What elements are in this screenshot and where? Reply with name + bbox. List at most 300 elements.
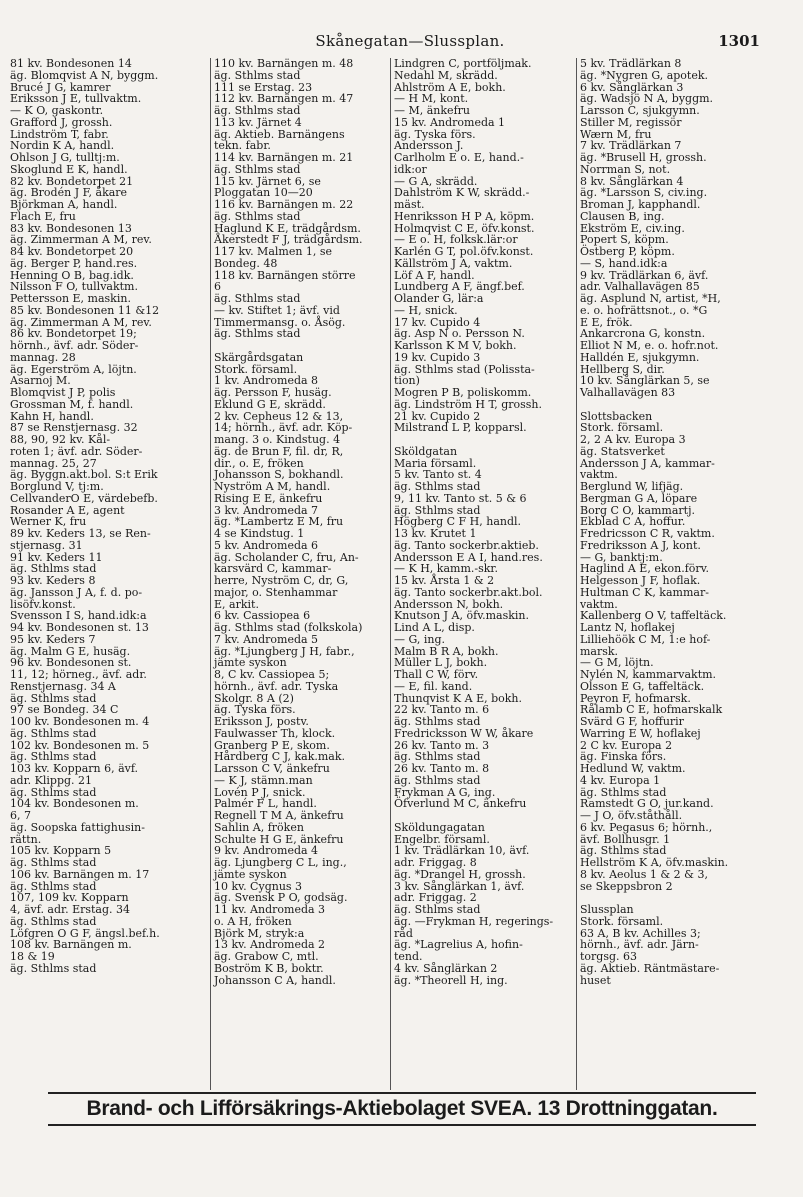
directory-line: Hårdberg C J, kak.mak. <box>214 750 346 764</box>
directory-line: 15 kv. Årsta 1 & 2 <box>394 574 495 587</box>
directory-line: 6 <box>214 280 221 294</box>
directory-line: 86 kv. Bondetorpet 19; <box>10 327 137 341</box>
directory-line: 4 kv. Europa 1 <box>580 773 661 787</box>
directory-line: 11, 12; hörneg., ävf. adr. <box>10 668 147 681</box>
directory-line: äg. Lindström H T, grossh. <box>394 397 543 411</box>
directory-line: Lovén P J, snick. <box>214 785 306 799</box>
directory-line: roten 1; ävf. adr. Söder- <box>10 444 143 458</box>
directory-line: äg. Jansson J A, f. d. po- <box>10 585 143 599</box>
directory-line: äg. Statsverket <box>580 444 665 458</box>
directory-line: Nordin K A, handl. <box>10 139 115 153</box>
directory-line: Bondeg. 48 <box>214 256 278 270</box>
directory-line: 26 kv. Tanto m. 3 <box>394 738 490 752</box>
directory-line: 91 kv. Keders 11 <box>10 550 103 564</box>
directory-line: äg. Sthlms stad <box>394 503 481 517</box>
directory-line: Hultman C K, kammar- <box>580 585 709 599</box>
directory-line: Palmér F L, handl. <box>214 797 317 811</box>
directory-line: 6 kv. Pegasus 6; hörnh., <box>580 820 713 834</box>
directory-line: Björkman A, handl. <box>10 198 118 211</box>
directory-line: e. o. hofrättsnot., o. *G <box>580 303 708 317</box>
directory-line: äg. Zimmerman A M, rev. <box>10 315 152 329</box>
directory-line: äg. Sthlms stad (Polissta- <box>394 362 535 376</box>
directory-line: äg. Tyska förs. <box>394 127 476 141</box>
directory-line: 4, ävf. adr. Erstag. 34 <box>10 903 131 916</box>
directory-line: Olander G, lär:a <box>394 292 484 305</box>
directory-line: Svensson I S, hand.idk:a <box>10 609 147 623</box>
directory-line: 118 kv. Barnängen större <box>214 268 356 282</box>
directory-line: 19 kv. Cupido 3 <box>394 350 481 364</box>
directory-line: 63 A, B kv. Achilles 3; <box>580 926 701 940</box>
directory-line: äg. *Ljungberg J H, fabr., <box>214 644 355 658</box>
directory-line: 116 kv. Barnängen m. 22 <box>214 198 354 211</box>
directory-line: 5 kv. Andromeda 6 <box>214 538 319 552</box>
directory-line: äg. Grabow C, mtl. <box>214 950 319 963</box>
directory-line: Skärgårdsgatan <box>214 350 304 364</box>
directory-line: — S, hand.idk:a <box>580 256 668 270</box>
directory-line: dir., o. E, fröken <box>214 456 304 470</box>
directory-line: 14; hörnh., ävf. adr. Köp- <box>214 421 353 435</box>
directory-line: — E o. H, folksk.lär:or <box>394 233 518 247</box>
directory-line: äg. Egerström A, löjtn. <box>10 362 137 376</box>
directory-line: 107, 109 kv. Kopparn <box>10 891 129 905</box>
directory-line: Slottsbacken <box>580 409 653 423</box>
directory-line: äg. Sthlms stad <box>10 785 97 799</box>
directory-line: Larsson C, sjukgymn. <box>580 104 700 117</box>
directory-line: Haglind A E, ekon.förv. <box>580 562 710 576</box>
directory-line: äg. Wadsjö N A, byggm. <box>580 92 714 106</box>
advertisement-text: Brand- och Lifförsäkrings-Aktiebolaget SVEA. 13 Drottninggatan. <box>86 1097 718 1120</box>
directory-line: Hellström K A, öfv.maskin. <box>580 856 729 869</box>
directory-line: 81 kv. Bondesonen 14 <box>10 58 132 70</box>
directory-line: 110 kv. Barnängen m. 48 <box>214 58 354 70</box>
directory-line: äg. Sthlms stad <box>10 691 97 705</box>
directory-line: äg. Sthlms stad <box>394 715 481 728</box>
directory-line: Grafford J, grossh. <box>10 115 113 129</box>
directory-line: Andersson N, bokh. <box>394 597 504 611</box>
directory-line: karsvärd C, kammar- <box>214 562 332 576</box>
directory-line: marsk. <box>580 644 619 658</box>
directory-line: 4 kv. Sånglärkan 2 <box>394 961 498 975</box>
directory-line: 84 kv. Bondetorpet 20 <box>10 245 134 258</box>
directory-line: Östberg P, köpm. <box>580 245 675 258</box>
directory-line: äg. Svensk P O, godsäg. <box>214 891 348 905</box>
directory-line: Öfverlund M C, änkefru <box>394 797 527 811</box>
directory-line: äg. Asplund N, artist, *H, <box>580 292 721 305</box>
directory-line: Fredriksson A J, kont. <box>580 538 701 552</box>
directory-line: Karlén G T, pol.öfv.konst. <box>394 245 534 258</box>
directory-line: 111 se Erstag. 23 <box>214 80 313 94</box>
directory-line: 94 kv. Bondesonen st. 13 <box>10 621 149 634</box>
directory-line: Källström J A, vaktm. <box>394 256 513 270</box>
directory-line: 85 kv. Bondesonen 11 &12 <box>10 303 160 317</box>
directory-line: mannag. 25, 27 <box>10 456 97 470</box>
directory-line: 105 kv. Kopparn 5 <box>10 844 112 858</box>
directory-line: 13 kv. Andromeda 2 <box>214 938 326 952</box>
directory-line: hörnh., ävf. adr. Tyska <box>214 679 339 693</box>
directory-line: E E, frök. <box>580 315 633 329</box>
directory-line: Lantz N, hoflakej <box>580 621 675 634</box>
directory-line: Thall C W, förv. <box>394 668 479 681</box>
directory-line: Björk M, stryk:a <box>214 926 305 940</box>
directory-line: 7 kv. Andromeda 5 <box>214 632 319 646</box>
directory-line: Ahlström A E, bokh. <box>394 80 506 94</box>
directory-line: Brucé J G, kamrer <box>10 80 111 94</box>
directory-line: Asarnoj M. <box>10 374 71 388</box>
directory-line: adr. Klippg. 21 <box>10 773 93 787</box>
directory-line: Stork. församl. <box>580 421 664 435</box>
directory-line: äg. Blomqvist A N, byggm. <box>10 68 159 82</box>
directory-line: 8 kv. Aeolus 1 & 2 & 3, <box>580 867 708 881</box>
directory-line: 96 kv. Bondesonen st. <box>10 656 132 670</box>
directory-line: äg. Sthlms stad <box>10 856 97 869</box>
directory-line: 5 kv. Tanto st. 4 <box>394 468 482 482</box>
directory-line: Timmermansg. o. Åsög. <box>214 315 346 329</box>
directory-line: jämte syskon <box>214 656 287 670</box>
directory-line: idk:or <box>394 162 427 176</box>
directory-line: 2 kv. Cepheus 12 & 13, <box>214 409 344 423</box>
directory-line: 95 kv. Keders 7 <box>10 632 96 646</box>
directory-line: — G, ing. <box>394 632 446 646</box>
directory-line: Peyron F, hofmarsk. <box>580 691 691 705</box>
directory-line: Ekblad C A, hoffur. <box>580 515 686 529</box>
directory-line: 22 kv. Tanto m. 6 <box>394 703 490 717</box>
column-4 <box>576 58 800 1090</box>
directory-line: 6 kv. Cassiopea 6 <box>214 609 311 623</box>
directory-line: — M, änkefru <box>394 104 470 117</box>
directory-line: 117 kv. Malmen 1, se <box>214 245 333 258</box>
directory-line: Milstrand L P, kopparsl. <box>394 421 527 435</box>
directory-line: Larsson C V, änkefru <box>214 762 330 775</box>
directory-line: Skoglund E K, handl. <box>10 162 128 176</box>
directory-line: 17 kv. Cupido 4 <box>394 315 481 329</box>
directory-line: — kv. Stiftet 1; ävf. vid <box>214 303 340 317</box>
directory-line <box>214 340 394 352</box>
directory-line: 100 kv. Bondesonen m. 4 <box>10 715 150 728</box>
directory-line: 5 kv. Trädlärkan 8 <box>580 58 682 70</box>
directory-line: Ramstedt G O, jur.kand. <box>580 797 714 811</box>
directory-line: äg. Brodén J F, åkare <box>10 186 128 200</box>
directory-line: Slussplan <box>580 903 634 916</box>
directory-line: 3 kv. Andromeda 7 <box>214 503 319 517</box>
directory-line: Lind A L, disp. <box>394 621 475 634</box>
directory-line: se Skeppsbron 2 <box>580 879 673 893</box>
directory-line: Pettersson E, maskin. <box>10 292 131 305</box>
directory-line: — G M, löjtn. <box>580 656 654 670</box>
directory-line: äg. —Frykman H, regerings- <box>394 914 554 928</box>
directory-line: o. A H, fröken <box>214 914 292 928</box>
page-header <box>60 32 760 52</box>
column-3 <box>390 58 580 1090</box>
directory-line: äg. Sthlms stad <box>10 879 97 893</box>
directory-line: äg. Sthlms stad <box>10 961 97 975</box>
column-1 <box>10 58 207 1090</box>
directory-line: Borglund V, tj:m. <box>10 480 104 493</box>
directory-line: 7 kv. Trädlärkan 7 <box>580 139 682 153</box>
directory-line: Eriksson J, postv. <box>214 715 309 728</box>
directory-line: 6, 7 <box>10 809 31 822</box>
directory-line: Popert S, köpm. <box>580 233 669 247</box>
directory-line: 97 se Bondeg. 34 C <box>10 703 119 717</box>
directory-line: 13 kv. Krutet 1 <box>394 527 477 540</box>
directory-line: Olsson E G, taffeltäck. <box>580 679 705 693</box>
directory-line: Malm B R A, bokh. <box>394 644 499 658</box>
directory-line: 82 kv. Bondetorpet 21 <box>10 174 134 188</box>
directory-line: torgsg. 63 <box>580 950 638 963</box>
directory-line: 8, C kv. Cassiopea 5; <box>214 668 330 681</box>
directory-line: Johansson C A, handl. <box>214 973 336 987</box>
directory-line: äg. Finska förs. <box>580 750 667 764</box>
directory-line: 89 kv. Keders 13, se Ren- <box>10 527 151 540</box>
directory-line: Bergman G A, löpare <box>580 491 698 505</box>
directory-line: 93 kv. Keders 8 <box>10 574 96 587</box>
directory-line: Borg C O, kammartj. <box>580 503 696 517</box>
directory-line: äg. Sthlms stad <box>394 773 481 787</box>
directory-line: 9 kv. Andromeda 4 <box>214 844 319 858</box>
page-number: 1301 <box>718 32 760 50</box>
directory-line: 11 kv. Andromeda 3 <box>214 903 326 916</box>
column-2 <box>210 58 394 1090</box>
directory-line: äg. Asp N o. Persson N. <box>394 327 525 341</box>
directory-line: Blomqvist J P, polis <box>10 386 116 399</box>
directory-line: 112 kv. Barnängen m. 47 <box>214 92 354 106</box>
directory-line: Valhallavägen 83 <box>580 386 676 399</box>
directory-line: mang. 3 o. Kindstug. 4 <box>214 433 341 446</box>
advertisement-footer <box>48 1092 756 1126</box>
directory-line: äg. Sthlms stad <box>10 562 97 576</box>
directory-line: äg. Sthlms stad <box>214 68 301 82</box>
directory-line: Ankarcrona G, konstn. <box>580 327 706 341</box>
directory-line: Knutson J A, öfv.maskin. <box>394 609 529 623</box>
directory-line: Holmqvist C E, öfv.konst. <box>394 221 535 235</box>
directory-line: äg. Sthlms stad <box>394 750 481 764</box>
directory-line: 15 kv. Andromeda 1 <box>394 115 506 129</box>
directory-line: 113 kv. Järnet 4 <box>214 115 302 129</box>
directory-line: — E, fil. kand. <box>394 679 473 693</box>
directory-line: äg. Tanto sockerbr.akt.bol. <box>394 585 543 599</box>
directory-line: Nyström A M, handl. <box>214 480 331 493</box>
directory-line: Carlholm E o. E, hand.- <box>394 151 524 164</box>
directory-line: äg. Zimmerman A M, rev. <box>10 233 152 247</box>
directory-line: Skolgr. 8 A (2) <box>214 691 294 705</box>
directory-line: ävf. Bollhusgr. 1 <box>580 832 671 846</box>
directory-line: Nylén N, kammarvaktm. <box>580 668 717 681</box>
directory-line: Clausen B, ing. <box>580 209 665 223</box>
directory-line: råd <box>394 926 413 940</box>
directory-line: Warring E W, hoflakej <box>580 726 701 740</box>
directory-line: äg. Sthlms stad <box>580 844 667 858</box>
directory-line: Grossman M, f. handl. <box>10 397 134 411</box>
directory-line: Eriksson J E, tullvaktm. <box>10 92 142 106</box>
directory-line: — K O, gaskontr. <box>10 104 104 117</box>
directory-line: äg. *Brusell H, grossh. <box>580 151 707 164</box>
directory-line: Rålamb C E, hofmarskalk <box>580 703 723 717</box>
directory-line: Schulte H G E, änkefru <box>214 832 344 846</box>
directory-line: Kahn H, handl. <box>10 409 94 423</box>
directory-line: Granberg P E, skom. <box>214 738 330 752</box>
directory-line: äg. Persson F, husäg. <box>214 386 332 399</box>
directory-line: Åkerstedt F J, trädgårdsm. <box>214 233 363 247</box>
directory-line: 2 C kv. Europa 2 <box>580 738 673 752</box>
directory-line: äg. Soopska fattighusin- <box>10 820 145 834</box>
directory-line: Andersson J A, kammar- <box>580 456 715 470</box>
directory-line: äg. Ljungberg C L, ing., <box>214 856 347 869</box>
directory-line: 3 kv. Sånglärkan 1, ävf. <box>394 879 525 893</box>
directory-line: äg. Sthlms stad <box>214 162 301 176</box>
directory-line: Löfgren O G F, ängsl.bef.h. <box>10 926 160 940</box>
directory-line: äg. Aktieb. Räntmästare- <box>580 961 720 975</box>
directory-line: Halldén E, sjukgymn. <box>580 350 700 364</box>
directory-line: Lilliehöök C M, 1:e hof- <box>580 632 711 646</box>
directory-line: — G, banktj:m. <box>580 550 663 564</box>
directory-line: vaktm. <box>580 468 618 482</box>
directory-line: äg. Sthlms stad <box>214 327 301 341</box>
directory-line: mäst. <box>394 198 425 211</box>
directory-line: jämte syskon <box>214 867 287 881</box>
directory-line: äg. de Brun F, fil. dr, R, <box>214 444 344 458</box>
directory-line: 102 kv. Bondesonen m. 5 <box>10 738 150 752</box>
directory-line: äg. *Nygren G, apotek. <box>580 68 709 82</box>
directory-line: vaktm. <box>580 597 618 611</box>
directory-line: Kallenberg O V, taffeltäck. <box>580 609 727 623</box>
directory-line: mannag. 28 <box>10 350 76 364</box>
directory-line: äg. *Drangel H, grossh. <box>394 867 526 881</box>
directory-line: äg. *Theorell H, ing. <box>394 973 508 987</box>
directory-line: Johansson S, bokhandl. <box>214 468 344 482</box>
directory-line: äg. Sthlms stad <box>394 480 481 493</box>
directory-line: tion) <box>394 374 420 388</box>
directory-line: E, arkit. <box>214 597 259 611</box>
directory-columns <box>10 58 802 1090</box>
directory-line: — H, snick. <box>394 303 458 317</box>
directory-line: äg. Sthlms stad <box>580 785 667 799</box>
directory-line: Lindström T, fabr. <box>10 127 109 141</box>
directory-line: Lundberg A F, ängf.bef. <box>394 280 525 294</box>
directory-line: — K J, stämn.man <box>214 773 313 787</box>
directory-line: 114 kv. Barnängen m. 21 <box>214 151 354 164</box>
directory-line: huset <box>580 973 611 987</box>
directory-line: 18 & 19 <box>10 950 55 963</box>
directory-line: Andersson E A I, hand.res. <box>394 550 543 564</box>
directory-line: Berglund W, lifjäg. <box>580 480 684 493</box>
directory-line: Engelbr. församl. <box>394 832 490 846</box>
directory-line: Dahlström K W, skrädd.- <box>394 186 530 200</box>
directory-line: Thunqvist K A E, bokh. <box>394 691 523 705</box>
directory-line: äg. Berger P, hand.res. <box>10 256 138 270</box>
directory-line: 26 kv. Tanto m. 8 <box>394 762 490 775</box>
directory-line: stjernasg. 31 <box>10 538 83 552</box>
directory-line: Stork. församl. <box>214 362 298 376</box>
directory-line: Fredricsson C R, vaktm. <box>580 527 715 540</box>
directory-line: 10 kv. Cygnus 3 <box>214 879 303 893</box>
directory-line: Renstjernasg. 34 A <box>10 679 116 693</box>
directory-line: äg. Byggn.akt.bol. S:t Erik <box>10 468 158 482</box>
directory-line: 103 kv. Kopparn 6, ävf. <box>10 762 139 775</box>
directory-line: äg. Malm G E, husäg. <box>10 644 131 658</box>
directory-line: adr. Friggag. 8 <box>394 856 477 869</box>
directory-line: Flach E, fru <box>10 209 76 223</box>
directory-line: 83 kv. Bondesonen 13 <box>10 221 132 235</box>
directory-line: Mogren P B, poliskomm. <box>394 386 532 399</box>
directory-line: 4 se Kindstug. 1 <box>214 527 305 540</box>
directory-line: 1 kv. Trädlärkan 10, ävf. <box>394 844 530 858</box>
directory-line: — H M, kont. <box>394 92 469 106</box>
directory-line: 108 kv. Barnängen m. <box>10 938 132 952</box>
directory-line <box>580 399 800 411</box>
directory-line: 10 kv. Sånglärkan 5, se <box>580 374 710 388</box>
directory-line: Broman J, kapphandl. <box>580 198 701 211</box>
directory-line: äg. Sthlms stad (folkskola) <box>214 621 363 634</box>
directory-line: Stiller M, regissör <box>580 115 682 129</box>
directory-line: 1 kv. Andromeda 8 <box>214 374 319 388</box>
directory-line: 6 kv. Sånglärkan 3 <box>580 80 684 94</box>
directory-line: äg. Sthlms stad <box>10 914 97 928</box>
directory-line: 106 kv. Barnängen m. 17 <box>10 867 150 881</box>
directory-line: Boström K B, boktr. <box>214 961 324 975</box>
directory-line: Lindgren C, portföljmak. <box>394 58 532 70</box>
directory-line: Ohlson J G, tulltj:m. <box>10 151 120 164</box>
directory-line: Maria församl. <box>394 456 477 470</box>
directory-line: CellvanderO E, värdebefb. <box>10 491 158 505</box>
directory-line: 9 kv. Trädlärkan 6, ävf. <box>580 268 709 282</box>
directory-line: rättn. <box>10 832 42 846</box>
directory-line: tekn. fabr. <box>214 139 271 153</box>
directory-line: — K H, kamm.-skr. <box>394 562 498 576</box>
directory-line: äg. Sthlms stad <box>10 750 97 764</box>
directory-line: Rising E E, änkefru <box>214 491 323 505</box>
directory-line: Regnell T M A, änkefru <box>214 809 344 822</box>
directory-line: Hedlund W, vaktm. <box>580 762 686 775</box>
directory-line: 8 kv. Sånglärkan 4 <box>580 174 684 188</box>
directory-line: 88, 90, 92 kv. Kål- <box>10 433 111 446</box>
directory-line: äg. Sthlms stad <box>10 726 97 740</box>
directory-line: Rosander A E, agent <box>10 503 125 517</box>
directory-line: Ploggatan 10—20 <box>214 186 313 200</box>
directory-line: Löf A F, handl. <box>394 268 475 282</box>
directory-line: Andersson J. <box>394 139 464 153</box>
directory-line: adr. Valhallavägen 85 <box>580 280 700 294</box>
directory-line <box>394 434 580 446</box>
directory-line: — J O, öfv.ståthåll. <box>580 809 683 822</box>
directory-line: äg. Tanto sockerbr.aktieb. <box>394 538 539 552</box>
directory-line: äg. Sthlms stad <box>394 903 481 916</box>
directory-line: Sköldungagatan <box>394 820 485 834</box>
directory-line: lisöfv.konst. <box>10 597 76 611</box>
page-title: Skånegatan—Slussplan. <box>315 32 505 50</box>
directory-line: Müller L J, bokh. <box>394 656 488 670</box>
directory-line: äg. Sthlms stad <box>214 104 301 117</box>
directory-line: Högberg C F H, handl. <box>394 515 522 529</box>
directory-line: 104 kv. Bondesonen m. <box>10 797 139 811</box>
directory-line: Sahlin A, fröken <box>214 820 304 834</box>
directory-line: äg. Sthlms stad <box>214 292 301 305</box>
directory-line: — G A, skrädd. <box>394 174 478 188</box>
directory-line: äg. Tyska förs. <box>214 703 296 717</box>
directory-line: Hellberg S, dir. <box>580 362 665 376</box>
directory-line: äg. *Larsson S, civ.ing. <box>580 186 708 200</box>
directory-line: Stork. församl. <box>580 914 664 928</box>
directory-line: hörnh., ävf. adr. Järn- <box>580 938 699 952</box>
directory-line: adr. Friggag. 2 <box>394 891 477 905</box>
directory-line: Svärd G F, hoffurir <box>580 715 684 728</box>
directory-line: Elliot N M, e. o. hofr.not. <box>580 339 719 352</box>
directory-line: 2, 2 A kv. Europa 3 <box>580 433 686 446</box>
directory-line: Sköldgatan <box>394 444 458 458</box>
directory-line: 87 se Renstjernasg. 32 <box>10 421 138 435</box>
directory-line: Henning O B, bag.idk. <box>10 268 134 282</box>
directory-line: 9, 11 kv. Tanto st. 5 & 6 <box>394 491 527 505</box>
directory-line: Ekström E, civ.ing. <box>580 221 685 235</box>
directory-line: Fredricksson W W, åkare <box>394 726 534 740</box>
